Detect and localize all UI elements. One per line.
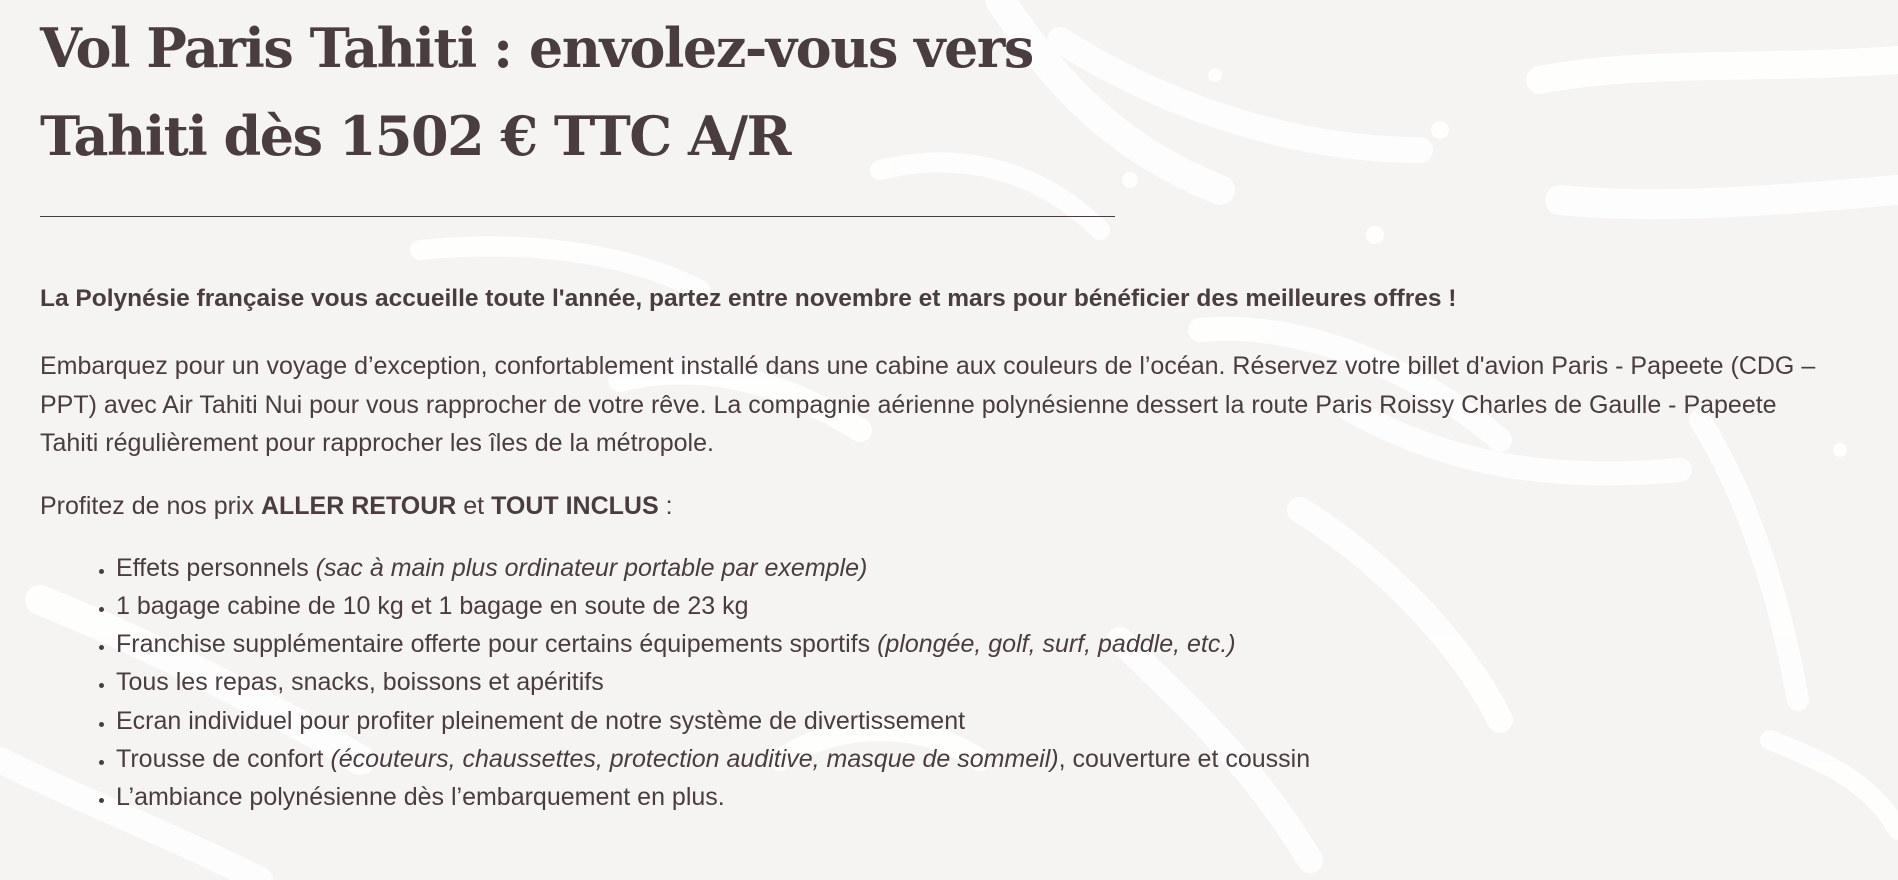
perk-text: Franchise supplémentaire offerte pour certains équipements sportifs: [116, 630, 878, 659]
perk-italic: (plongée, golf, surf, paddle, etc.): [877, 630, 1236, 659]
perk-text: 1 bagage cabine de 10 kg et 1 bagage en soute de 23 kg: [116, 591, 749, 620]
offer-end: :: [658, 491, 673, 520]
perk-italic: (écouteurs, chaussettes, protection auditive, masque de sommeil): [330, 744, 1059, 773]
perks-list: [40, 549, 1840, 817]
list-item: [116, 702, 1840, 740]
title-divider: [40, 216, 1115, 217]
offer-bold-all-inclusive: TOUT INCLUS: [491, 491, 659, 520]
offer-paragraph: [40, 487, 1840, 525]
offer-bold-round-trip: ALLER RETOUR: [260, 491, 457, 520]
perk-text: Tous les repas, snacks, boissons et apéritifs: [116, 668, 604, 697]
article: [40, 0, 1840, 817]
perk-text: Trousse de confort: [116, 744, 331, 773]
perk-after: , couverture et coussin: [1058, 744, 1311, 773]
perk-italic: (sac à main plus ordinateur portable par exemple): [315, 553, 868, 582]
offer-intro: Profitez de nos prix: [40, 491, 261, 520]
perk-text: Effets personnels: [116, 553, 316, 582]
list-item: [116, 587, 1840, 625]
page-title-line2: Tahiti dès 1502 € TTC A/R: [40, 104, 791, 168]
perk-text: Ecran individuel pour profiter pleinement de notre système de divertissement: [116, 706, 966, 735]
list-item: [116, 778, 1840, 816]
page-title: [40, 0, 1140, 180]
list-item: [116, 549, 1840, 587]
perk-text: L’ambiance polynésienne dès l’embarquement en plus.: [116, 783, 725, 812]
list-item: [116, 625, 1840, 663]
list-item: [116, 663, 1840, 701]
lead-paragraph: La Polynésie française vous accueille toute l'année, partez entre novembre et mars pour bénéficier des meilleures offres !: [40, 285, 1457, 312]
body-paragraph: Embarquez pour un voyage d’exception, confortablement installé dans une cabine aux couleurs de l’océan. Réservez votre billet d'avion Paris - Papeete (CDG – PPT) avec Air Tahiti Nui pour vous rapprocher de votre rêve. La compagnie aérienne polynésienne dessert la route Paris Roissy Charles de Gaulle - Papeete Tahiti régulièrement pour rapprocher les îles de la métropole.: [40, 352, 1816, 457]
page-title-line1: Vol Paris Tahiti : envolez-vous vers: [40, 16, 1033, 80]
list-item: [116, 740, 1840, 778]
offer-middle: et: [456, 491, 492, 520]
